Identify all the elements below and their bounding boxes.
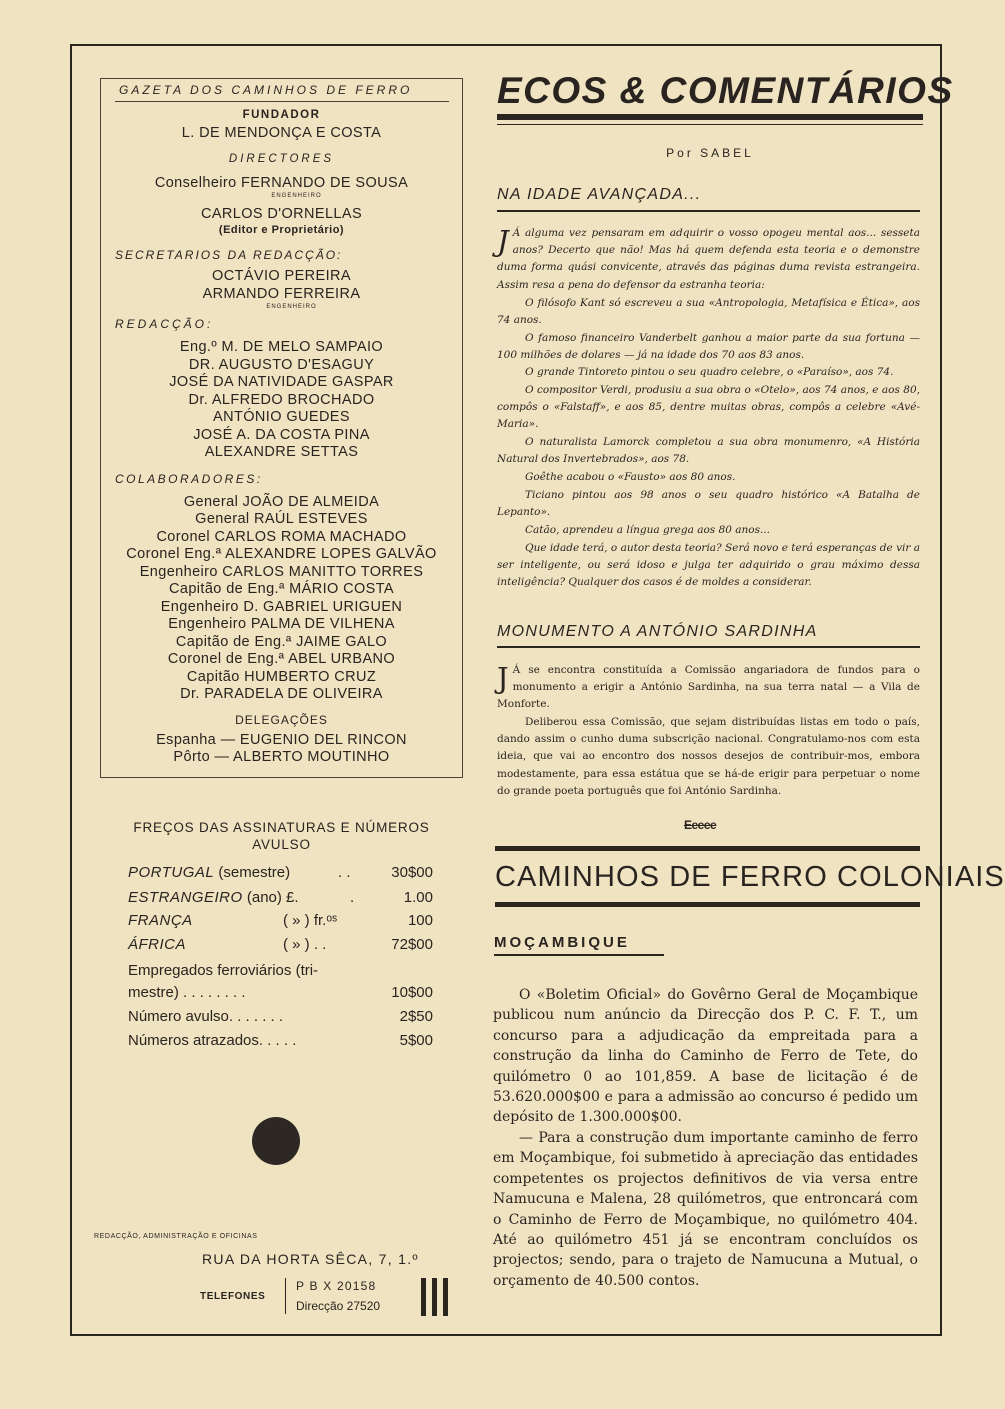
price-label: Empregados ferroviários (tri- (128, 962, 319, 979)
director-1: Conselheiro FERNANDO DE SOUSA (154, 175, 409, 191)
title-rule-thin (497, 124, 923, 125)
price-label: Número avulso. . . . . . . (128, 1008, 284, 1025)
secretary-2-note: ENGENHEIRO (266, 304, 317, 310)
price-dots: ( » ) fr.ᵒˢ (283, 912, 338, 929)
section-title: CAMINHOS DE FERRO COLONIAIS (495, 861, 1005, 893)
office-label: REDACÇÃO, ADMINISTRAÇÃO E OFICINAS (94, 1233, 258, 1240)
telephones-label: TELEFONES (200, 1291, 266, 1302)
article-paragraph: O grande Tintoreto pintou o seu quadro celebre, o «Paraíso», aos 74. (525, 366, 894, 378)
collaborator: Coronel Eng.ª ALEXANDRE LOPES GALVÃO (126, 546, 437, 562)
article-paragraph: Catão, aprendeu a língua grega aos 80 anos... (525, 524, 770, 536)
collaborator: Engenheiro CARLOS MANITTO TORRES (139, 564, 424, 580)
drop-cap: J (497, 661, 509, 695)
article-paragraph: O compositor Verdi, produsiu a sua obra o «Otelo», aos 74 anos, e aos 80, compôs o «Falstaff», e aos 85, dentre muitas obras, compôs a celebre «Avé-Maria». (497, 384, 920, 431)
founder-name: L. DE MENDONÇA E COSTA (181, 125, 382, 141)
editorial-member: JOSÉ DA NATIVIDADE GASPAR (169, 374, 394, 390)
price-label: Números atrazados. . . . . (128, 1032, 297, 1049)
article-heading: NA IDADE AVANÇADA... (497, 186, 702, 203)
section-paragraph: O «Boletim Oficial» do Govêrno Geral de Moçambique publicou num anúncio da Direcção dos P. C. F. T., um concurso para a adjudicação da empreitada para a construção da linha do Caminho de Ferro de Tete, do quilómetro 0 ao 101,859. A base de licitação é de 53.620.000$00 e para a admissão ao concurso é pedido um depósito de 1.300.000$00. (493, 987, 918, 1126)
price-value: 100 (407, 912, 433, 929)
price-label: mestre) . . . . . . . . (128, 984, 246, 1001)
column-title: ECOS & COMENTÁRIOS (497, 70, 954, 111)
delegations-heading: DELEGAÇÕES (235, 713, 328, 727)
director-1-note: ENGENHEIRO (271, 193, 322, 199)
telephone-1: P B X 20158 (296, 1279, 377, 1293)
price-value: 1.00 (403, 889, 433, 906)
telephone-2: Direcção 27520 (296, 1299, 381, 1313)
seal-emblem (252, 1117, 300, 1165)
byline: Por SABEL (666, 146, 754, 160)
price-region: ESTRANGEIRO (128, 889, 243, 906)
article-paragraph: O filósofo Kant só escreveu a sua «Antropologia, Metafísica e Ética», aos 74 anos. (497, 297, 920, 327)
secretary-2: ARMANDO FERREIRA (202, 286, 361, 302)
price-region: PORTUGAL (128, 864, 215, 881)
ornament-divider: Eeeee (684, 818, 717, 832)
delegation-1: Espanha — EUGENIO DEL RINCON (156, 732, 407, 748)
collaborator: Capitão de Eng.ª MÁRIO COSTA (168, 581, 395, 597)
price-value: 72$00 (391, 936, 433, 953)
collaborator: Capitão de Eng.ª JAIME GALO (175, 634, 388, 650)
masthead-box (100, 78, 463, 778)
delegation-2: Pôrto — ALBERTO MOUTINHO (173, 749, 390, 765)
director-2-note: (Editor e Proprietário) (218, 224, 345, 236)
editorial-member: ALEXANDRE SETTAS (204, 444, 359, 460)
editorial-member: Eng.º M. DE MELO SAMPAIO (179, 339, 384, 355)
article-paragraph: Ticiano pintou aos 98 anos o seu quadro histórico «A Batalha de Lepanto». (497, 489, 920, 519)
collaborators-heading: COLABORADORES: (115, 472, 263, 486)
gazette-name: GAZETA DOS CAMINHOS DE FERRO (119, 83, 413, 97)
directors-heading: DIRECTORES (228, 153, 335, 165)
editorial-member: DR. AUGUSTO D'ESAGUY (188, 357, 375, 373)
article-paragraph: Deliberou essa Comissão, que sejam distribuídas listas em todo o país, dando assim o cunho duma subscrição nacional. Congratulamo-nos com esta ideia, que vai ao encontro dos nossos desejos de contribuir-mos, embora modestamente, para essa estátua que se há-de erigir para perpetuar o nome do grande poeta português que foi António Sardinha. (497, 716, 920, 797)
article-paragraph (497, 662, 920, 714)
title-rule (497, 114, 923, 120)
price-value: 5$00 (399, 1032, 433, 1049)
collaborator: General JOÃO DE ALMEIDA (183, 494, 380, 510)
editorial-member: ANTÓNIO GUEDES (213, 409, 350, 425)
article-paragraph (497, 225, 920, 294)
price-dots: . . (338, 864, 351, 881)
article-paragraph: Que idade terá, o autor desta teoria? Será novo e terá esperanças de vir a ser inteligente, ou será idoso e julga ter adquirido o grau máximo dessa inteligência? Qualquer dos casos é de moldes a considerar. (497, 542, 920, 589)
paragraph-text: Á se encontra constituída a Comissão angariadora de fundos para o monumento a erigir a António Sardinha, na sua terra natal — a Vila de Monforte. (497, 664, 920, 711)
price-region: FRANÇA (128, 912, 193, 929)
drop-cap: J (497, 224, 509, 258)
collaborator: General RAÚL ESTEVES (195, 511, 368, 527)
subsection-rule (494, 954, 664, 956)
editorial-member: JOSÉ A. DA COSTA PINA (193, 427, 370, 443)
collaborator: Coronel CARLOS ROMA MACHADO (156, 529, 407, 545)
collaborator: Engenheiro PALMA DE VILHENA (168, 616, 395, 632)
masthead-rule (115, 101, 449, 102)
price-dots: ( » ) . . (283, 936, 327, 953)
section-paragraph: — Para a construção dum importante caminho de ferro em Moçambique, foi submetido à apreciação das entidades competentes os projectos definitivos de via versa entre Namucuna e Malena, 28 quilómetros, que entroncará com o Caminho de Ferro de Moçambique, no quilómetro 404. Até ao quilómetro 451 já se encontram concluídos os projectos; sendo, para o trajeto de Namucuna a Mutual, o orçamento de 40.500 contos. (493, 1130, 918, 1289)
price-period: (semestre) (214, 864, 291, 881)
editorial-member: Dr. ALFREDO BROCHADO (188, 392, 375, 408)
heading-rule (497, 646, 920, 648)
article-paragraph: O famoso financeiro Vanderbelt ganhou a maior parte da sua fortuna — 100 milhões de dolares — já na idade dos 70 aos 83 anos. (497, 332, 920, 362)
paragraph-text: Á alguma vez pensaram em adquirir o vosso opogeu mental aos... sesseta anos? Decerto que não! Mas há quem defenda esta teoria e o demonstre duma forma quási convicente, através das páginas duma revista estrangeira. Assim resa a pena do defensor da estranha teoria: (497, 227, 920, 291)
price-dots: . (350, 889, 355, 906)
editorial-heading: REDACÇÃO: (115, 317, 214, 331)
secretaries-heading: SECRETARIOS DA REDACÇÃO: (115, 248, 343, 262)
price-value: 2$50 (399, 1008, 433, 1025)
article-heading: MONUMENTO A ANTÓNIO SARDINHA (497, 623, 818, 640)
section-rule-top (495, 846, 920, 851)
section-rule-bottom (495, 902, 920, 907)
collaborator: Coronel de Eng.ª ABEL URBANO (167, 651, 396, 667)
founder-heading: FUNDADOR (242, 109, 321, 121)
subsection-heading: MOÇAMBIQUE (494, 934, 630, 951)
director-2: CARLOS D'ORNELLAS (200, 206, 363, 222)
bars-ornament-icon (421, 1278, 451, 1316)
brace-icon (285, 1278, 290, 1314)
price-value: 30$00 (391, 864, 433, 881)
article-paragraph: O naturalista Lamorck completou a sua obra monumenro, «A História Natural dos Invertebrados», aos 78. (497, 436, 920, 466)
collaborator: Capitão HUMBERTO CRUZ (186, 669, 377, 685)
prices-title: FREÇOS DAS ASSINATURAS E NÚMEROS (133, 820, 430, 835)
secretary-1: OCTÁVIO PEREIRA (212, 268, 351, 284)
heading-rule (497, 210, 920, 212)
price-period: (ano) £. (242, 889, 299, 906)
price-value: 10$00 (391, 984, 433, 1001)
prices-subtitle: AVULSO (252, 837, 311, 852)
collaborator: Dr. PARADELA DE OLIVEIRA (180, 686, 383, 702)
price-region: ÁFRICA (128, 936, 187, 953)
collaborator: Engenheiro D. GABRIEL URIGUEN (160, 599, 403, 615)
street-address: RUA DA HORTA SÊCA, 7, 1.º (202, 1251, 419, 1267)
article-paragraph: Goêthe acabou o «Fausto» aos 80 anos. (525, 471, 736, 483)
